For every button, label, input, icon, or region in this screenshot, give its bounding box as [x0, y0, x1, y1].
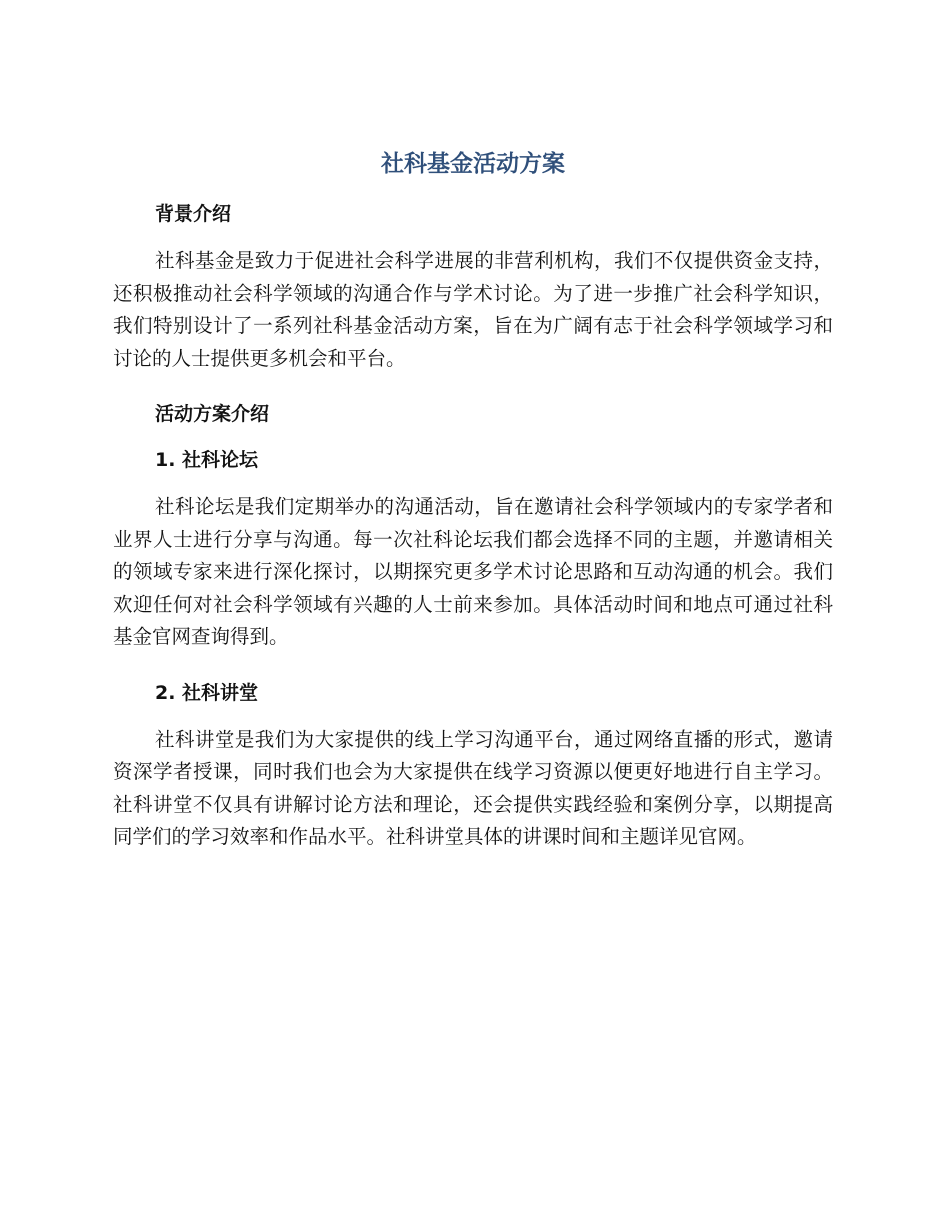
page-title: 社科基金活动方案 [381, 151, 565, 177]
lecture-paragraph: 社科讲堂是我们为大家提供的线上学习沟通平台，通过网络直播的形式，邀请资深学者授课，同时我们也会为大家提供在线学习资源以便更好地进行自主学习。社科讲堂不仅具有讲解讨论方法和理论，还会提供实践经验和案例分享，以期提高同学们的学习效率和作品水平。社科讲堂具体的讲课时间和主题详见官网。 [113, 727, 833, 848]
lecture-heading: 2. 社科讲堂 [155, 681, 259, 704]
background-paragraph: 社科基金是致力于促进社会科学进展的非营利机构，我们不仅提供资金支持，还积极推动社会科学领域的沟通合作与学术讨论。为了进一步推广社会科学知识，我们特别设计了一系列社科基金活动方案，旨在为广阔有志于社会科学领域学习和讨论的人士提供更多机会和平台。 [113, 249, 833, 370]
forum-paragraph: 社科论坛是我们定期举办的沟通活动，旨在邀请社会科学领域内的专家学者和业界人士进行分享与沟通。每一次社科论坛我们都会选择不同的主题，并邀请相关的领域专家来进行深化探讨，以期探究更多学术讨论思路和互动沟通的机会。我们欢迎任何对社会科学领域有兴趣的人士前来参加。具体活动时间和地点可通过社科基金官网查询得到。 [113, 495, 833, 648]
spacer [113, 429, 833, 445]
activities-heading: 活动方案介绍 [155, 403, 270, 425]
spacer [113, 229, 833, 245]
spacer [113, 475, 833, 491]
document-page [113, 145, 833, 854]
spacer [113, 654, 833, 678]
spacer [113, 375, 833, 399]
spacer [113, 708, 833, 724]
forum-heading: 1. 社科论坛 [155, 449, 259, 471]
background-heading: 背景介绍 [155, 203, 232, 225]
